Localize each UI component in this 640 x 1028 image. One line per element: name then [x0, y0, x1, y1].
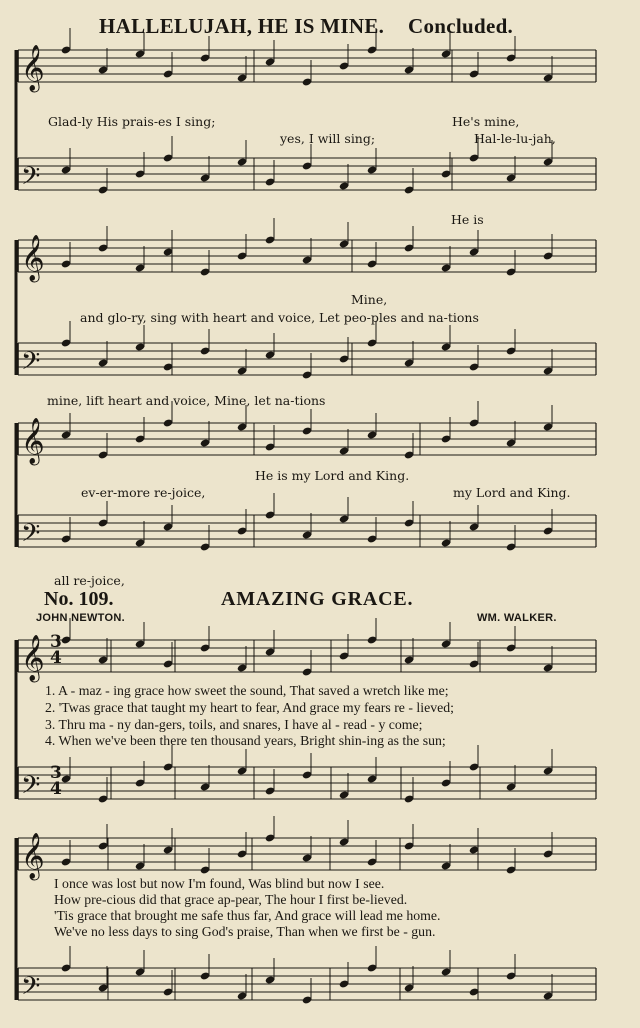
lyric-line: He's mine,	[452, 114, 520, 129]
hymn-title: AMAZING GRACE.	[221, 588, 414, 610]
bass-clef-icon: 𝄢	[21, 972, 41, 1007]
bass-clef-icon: 𝄢	[21, 771, 41, 806]
lyric-line: He is my Lord and King.	[255, 468, 410, 483]
verse-line: 2. 'Twas grace that taught my heart to fear, And grace my fears re - lieved;	[45, 700, 454, 715]
author-words: JOHN NEWTON.	[36, 612, 125, 624]
lyric-line: yes, I will sing;	[280, 131, 376, 146]
lyric-line: ev-er-more re-joice,	[81, 485, 206, 500]
bass-clef-icon: 𝄢	[21, 519, 41, 554]
verse-line: I once was lost but now I'm found, Was blind but now I see.	[54, 876, 385, 891]
time-signature-top: 3	[50, 763, 62, 783]
time-signature-top: 3	[50, 632, 62, 652]
verse-line: 1. A - maz - ing grace how sweet the sound, That saved a wretch like me;	[45, 683, 449, 698]
lyric-line: Glad-ly His prais-es I sing;	[48, 114, 216, 129]
bass-clef-icon: 𝄢	[21, 347, 41, 382]
treble-clef-icon: 𝄞	[21, 45, 45, 91]
treble-clef-icon: 𝄞	[21, 235, 45, 281]
treble-clef-icon: 𝄞	[21, 635, 45, 681]
time-signature-bottom: 4	[50, 648, 62, 668]
time-signature-bottom: 4	[50, 779, 62, 799]
treble-clef-icon: 𝄞	[21, 833, 45, 879]
lyric-line: Mine,	[351, 292, 388, 307]
verse-line: We've no less days to sing God's praise, Than when we first be - gun.	[54, 924, 436, 939]
bass-clef-icon: 𝄢	[21, 162, 41, 197]
verse-line: 4. When we've been there ten thousand years, Bright shin-ing as the sun;	[45, 733, 446, 748]
lyric-line: He is	[451, 212, 484, 227]
verse-line: 3. Thru ma - ny dan-gers, toils, and snares, I have al - read - y come;	[45, 717, 423, 732]
lyric-line: all re-joice,	[54, 573, 125, 588]
hymn-number: No. 109.	[44, 588, 114, 610]
concluded-label: Concluded.	[408, 14, 514, 38]
verse-line: How pre-cious did that grace ap-pear, The hour I first be-lieved.	[54, 892, 408, 907]
verse-line: 'Tis grace that brought me safe thus far, And grace will lead me home.	[54, 908, 441, 923]
treble-clef-icon: 𝄞	[21, 418, 45, 464]
lyric-line: my Lord and King.	[453, 485, 571, 500]
lyric-line: Hal-le-lu-jah,	[474, 131, 556, 146]
author-music: WM. WALKER.	[477, 612, 557, 624]
hymn-title: HALLELUJAH, HE IS MINE.	[99, 14, 385, 38]
lyric-line: mine, lift heart and voice, Mine, let na-tions	[47, 393, 326, 408]
lyric-line: and glo-ry, sing with heart and voice, Let peo-ples and na-tions	[80, 310, 479, 325]
